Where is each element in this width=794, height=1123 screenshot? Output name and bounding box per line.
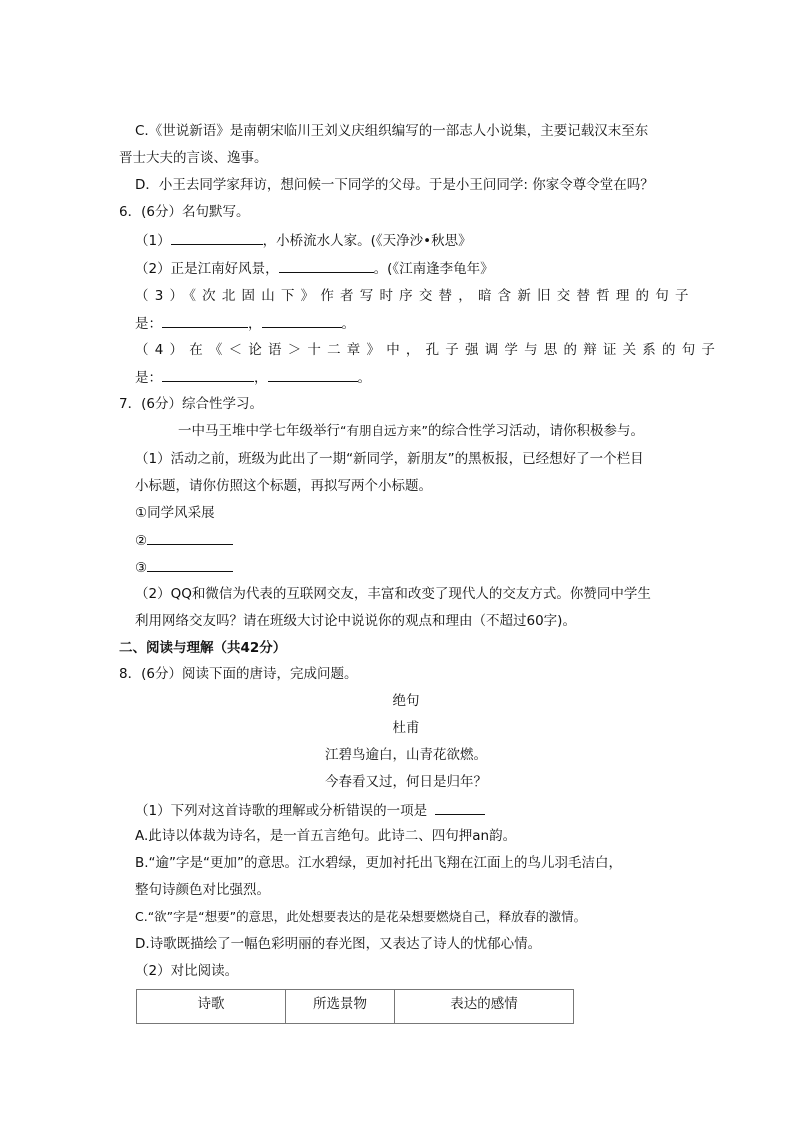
poem-title: 绝句 <box>392 693 420 709</box>
q5-option-d: D．小王去同学家拜访，想问候一下同学的父母。于是小王问同学: 你家令尊令堂在吗？ <box>135 177 654 193</box>
q6-item3-end: 。 <box>341 316 355 332</box>
q8-sub1-text: （1）下列对这首诗歌的理解或分析错误的一项是 <box>135 803 428 819</box>
q6-item2-blank[interactable] <box>279 258 374 273</box>
q8-title: 8．(6分）阅读下面的唐诗，完成问题。 <box>119 666 358 682</box>
q8-option-b-line1: B.“逾”字是“更加”的意思。江水碧绿，更加衬托出飞翔在江面上的鸟儿羽毛洁白， <box>135 855 623 871</box>
q6-item1-prefix: （1） <box>135 233 171 249</box>
q7-option3 <box>135 557 233 578</box>
q7-part1-line1: （1）活动之前，班级为此出了一期“新同学，新朋友”的黑板报，已经想好了一个栏目 <box>135 451 644 467</box>
q6-item2-prefix: （2）正是江南好风景， <box>135 261 279 277</box>
q7-option3-label: ③ <box>135 560 148 576</box>
q6-item4-blank1[interactable] <box>162 367 254 382</box>
q5-option-c-line1: C.《世说新语》是南朝宋临川王刘义庆组织编写的一部志人小说集，主要记载汉末至东 <box>135 123 649 139</box>
q7-option1: ①同学风采展 <box>135 505 215 521</box>
q6-item4-sep: ， <box>254 370 268 386</box>
q8-sub1 <box>135 800 485 821</box>
q7-option3-blank[interactable] <box>147 557 233 572</box>
q6-item1-suffix: ，小桥流水人家。(《天净沙•秋思》 <box>262 233 472 249</box>
q6-item3-line1: （3）《次北固山下》作者写时序交替，暗含新旧交替哲理的句子 <box>135 288 695 304</box>
poem-author: 杜甫 <box>392 720 420 736</box>
q7-title: 7．(6分）综合性学习。 <box>119 396 263 412</box>
q7-option2-label: ② <box>135 533 148 549</box>
q7-intro-c: 的综合性学习活动，请你积极参与。 <box>427 423 644 439</box>
comparison-table <box>136 989 574 1024</box>
q7-part2-line1: （2）QQ和微信为代表的互联网交友，丰富和改变了现代人的交友方式。你赞同中学生 <box>135 586 651 602</box>
q6-item3-prefix: 是： <box>135 316 162 332</box>
q6-item3-blank2[interactable] <box>262 313 342 328</box>
q6-title: 6．(6分）名句默写。 <box>119 204 250 220</box>
q7-intro <box>178 421 644 441</box>
q7-part2-line2: 利用网络交友吗？请在班级大讨论中说说你的观点和理由（不超过60字)。 <box>135 613 576 629</box>
q8-option-b-line2: 整句诗颜色对比强烈。 <box>135 882 270 898</box>
q6-item3-blank1[interactable] <box>162 313 248 328</box>
q8-option-a: A.此诗以体裁为诗名，是一首五言绝句。此诗二、四句押an韵。 <box>135 828 517 844</box>
q7-option2-blank[interactable] <box>147 530 233 545</box>
q5-option-c-line2: 晋士大夫的言谈、逸事。 <box>119 150 268 166</box>
q8-sub1-answer-blank[interactable] <box>435 800 485 815</box>
table-header-cell: 表达的感情 <box>395 990 574 1024</box>
q6-item3-line2 <box>135 313 355 334</box>
poem-line2: 今春看又过，何日是归年？ <box>325 774 487 790</box>
q6-item2-suffix: 。(《江南逢李龟年》 <box>373 261 494 277</box>
q8-option-d: D.诗歌既描绘了一幅色彩明丽的春光图，又表达了诗人的忧郁心情。 <box>135 936 542 952</box>
q6-item4-end: 。 <box>357 370 371 386</box>
poem-line1: 江碧鸟逾白，山青花欲燃。 <box>325 747 487 763</box>
q7-intro-theme: “有朋自远方来” <box>340 423 428 438</box>
q6-item4-prefix: 是： <box>135 370 162 386</box>
q6-item1 <box>135 230 472 251</box>
q6-item4-line2 <box>135 367 371 388</box>
q6-item3-sep: ， <box>248 316 262 332</box>
q6-item1-blank[interactable] <box>171 230 263 245</box>
q6-item4-line1: （4）在《＜论语＞十二章》中，孔子强调学与思的辩证关系的句子 <box>135 342 722 358</box>
table-header-cell: 诗歌 <box>137 990 286 1024</box>
section2-heading: 二、阅读与理解（共42分） <box>119 640 287 656</box>
q7-part1-line2: 小标题，请你仿照这个标题，再拟写两个小标题。 <box>135 478 432 494</box>
table-header-cell: 所选景物 <box>286 990 395 1024</box>
table-header-row <box>137 990 574 1024</box>
q7-option2 <box>135 530 233 551</box>
q7-intro-a: 一中马王堆中学七年级举行 <box>178 423 340 439</box>
q8-option-c: C.“欲”字是“想要”的意思，此处想要表达的是花朵想要燃烧自己，释放春的激情。 <box>135 909 587 924</box>
q6-item4-blank2[interactable] <box>268 367 358 382</box>
q6-item2 <box>135 258 494 279</box>
q8-sub2: （2）对比阅读。 <box>135 963 239 979</box>
